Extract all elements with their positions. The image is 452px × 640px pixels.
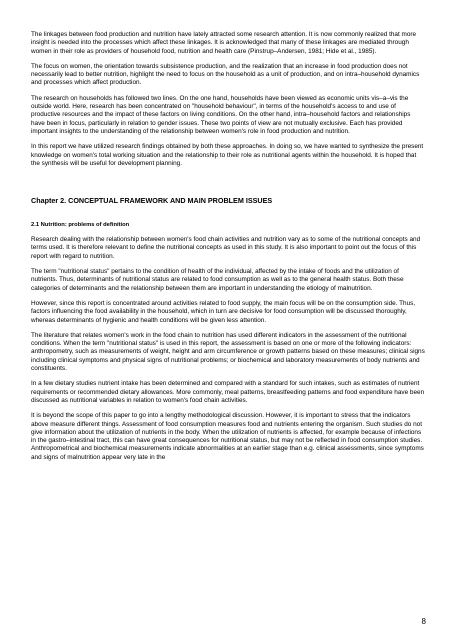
- intro-paragraph-1: The linkages between food production and nutrition have lately attracted some research attention. It is now commonly realized that more insight is needed into the processes which affect these linkages. It is acknowledged that many of these linkages are mediated through women in their role as providers of household food, nutrition and health care (Pinstrup–Andersen, 1981; Hide et al., 1985).: [31, 31, 417, 55]
- section-paragraph-1: Research dealing with the relationship between women's food chain activities and nutrition vary as to some of the nutritional concepts and terms used. It is therefore relevant to define the nutritional concepts as used in this study. It is also important to point out the focus of this report with regard to nutrition.: [31, 236, 421, 260]
- intro-paragraph-2: The focus on women, the orientation towards subsistence production, and the realization that an increase in food production does not necessarily lead to better nutrition, highlight the need to focus on the household as a unit of production, and on intra–household dynamics and processes which affect production.: [31, 62, 420, 87]
- section-heading: 2.1 Nutrition: problems of definition: [31, 222, 130, 229]
- section-paragraph-6: It is beyond the scope of this paper to go into a lengthy methodological discussion. However, it is important to stress that the indicators above measure different things. Assessment of food consumption measures food and nutrients entering the organism. Such studies do not give information about the utilization of nutrients in the body. When the utilization of nutrients is affected, for example because of infections in the gastro–intestinal tract, this can have great consequences for nutritional status, but may not be reflected in food consumption studies. Anthropometrical and biochemical measurements indicate abnormalities at an earlier stage than e.g. clinical assessments, since symptoms and signs of malnutrition appear very late in the: [31, 412, 424, 461]
- page-content: [31, 31, 425, 469]
- chapter-heading: Chapter 2. CONCEPTUAL FRAMEWORK AND MAIN PROBLEM ISSUES: [31, 196, 273, 206]
- section-paragraph-5: In a few dietary studies nutrient intake has been determined and compared with a standard for such intakes, such as estimates of nutrient requirements or recommended dietary allowances. More commonly, meal patterns, breastfeeding patterns and food expenditure have been discussed as nutritional variables in relation to women's food chain activities.: [31, 380, 425, 404]
- page-number: 8: [421, 617, 426, 626]
- intro-paragraph-4: In this report we have utilized research findings obtained by both these approaches. In doing so, we have wanted to synthesize the present knowledge on women's total working situation and the relationship to their role as nutritional agents within the household. It is hoped that the synthesis will be useful for development planning.: [31, 143, 424, 167]
- section-paragraph-2: The term "nutritional status" pertains to the condition of health of the individual, affected by the intake of foods and the utilization of nutrients. Thus, determinants of nutritional status are related to food consumption as well as to the general health status. Both these categories of determinants and the relationship between them are important in understanding the etiology of malnutrition.: [31, 268, 404, 292]
- intro-paragraph-3: The research on households has followed two lines. On the one hand, households have been viewed as economic units vis–a–vis the outside world. Here, research has been concentrated on "household behaviour", in terms of the household's access to and use of productive resources and the impact of these factors on living conditions. On the other hand, intra–household factors and relationships have been in focus, particularly in relation to gender issues. These two points of view are not mutually exclusive. Each has provided important insights to the understanding of the relationship between women's role in food production and nutrition.: [31, 94, 411, 135]
- section-paragraph-4: The literature that relates women's work in the food chain to nutrition has used different indicators in the assessment of the nutritional conditions. When the term "nutritional status" is used in this report, the assessment is based on one or more of the following indicators: anthropometry, such as measurements of weight, height and arm circumference or growth patterns based on these measures; clinical signs including clinical symptoms and physical signs of nutritional problems; or biochemical and laboratory measurements of body nutrients and constituents.: [31, 331, 425, 373]
- section-paragraph-3: However, since this report is concentrated around activities related to food supply, the main focus will be on the consumption side. Thus, factors influencing the food availability in the household, which in turn are decisive for food consumption will be discussed thoroughly, whereas determinants of hygienic and health conditions will be given less attention.: [31, 299, 416, 324]
